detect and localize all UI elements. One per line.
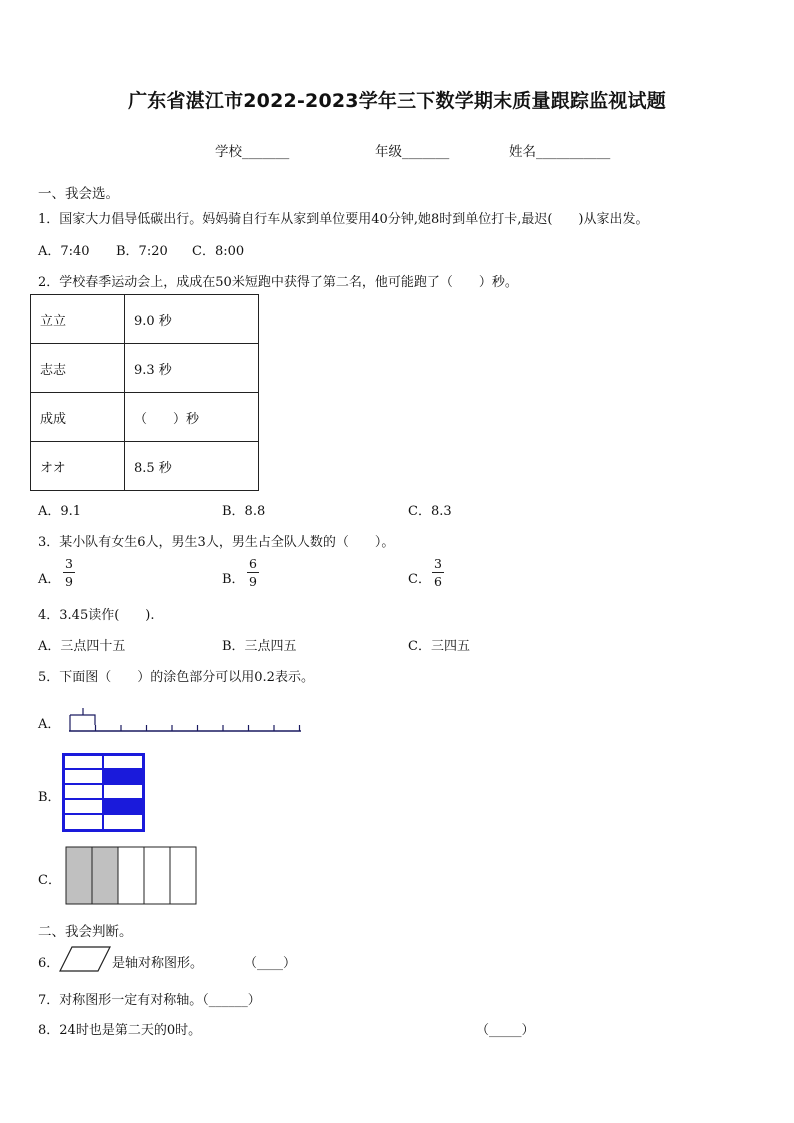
fraction-c [432,557,444,588]
q3-option-b: B． [222,572,245,587]
q5-option-c: C． [38,873,61,888]
question-6: 是轴对称图形。 [112,956,204,971]
q3-option-a: A． [38,572,61,587]
q8-answer-blank[interactable]: （_____） [476,1023,535,1038]
denominator: 9 [249,574,257,589]
results-table [30,294,259,491]
table-row [31,295,259,344]
question-1: 1．国家大力倡导低碳出行。妈妈骑自行车从家到单位要用40分钟,她8时到单位打卡,最迟( )从家出发。 [38,212,649,227]
table-cell: 志志 [31,344,125,393]
table-cell: 8.5 秒 [125,442,259,491]
fraction-a [63,557,75,588]
question-5: 5．下面图（ ）的涂色部分可以用0.2表示。 [38,670,314,685]
table-cell: 立立 [31,295,125,344]
question-8: 8．24时也是第二天的0时。 [38,1023,202,1038]
table-cell: 9.3 秒 [125,344,259,393]
grade-field: 年级_______ [375,144,450,160]
q2-option-b: B．8.8 [222,504,266,519]
question-6-number: 6． [38,956,60,971]
table-row [31,393,259,442]
q5-option-b: B． [38,790,61,805]
table-cell: 9.0 秒 [125,295,259,344]
strip-figure [65,846,199,906]
question-3: 3．某小队有女生6人，男生3人，男生占全队人数的（ ）。 [38,535,395,550]
grid-figure [62,753,146,833]
school-field: 学校_______ [215,144,290,160]
table-cell: （ ）秒 [125,393,259,442]
q2-option-a: A．9.1 [38,504,82,519]
fraction-b [247,557,259,588]
table-row [31,344,259,393]
denominator: 6 [434,574,442,589]
numerator: 6 [249,556,257,571]
number-line-figure [65,703,305,735]
table-cell: 成成 [31,393,125,442]
numerator: 3 [434,556,442,571]
page-title: 广东省湛江市2022-2023学年三下数学期末质量跟踪监视试题 [128,90,666,112]
table-cell: オオ [31,442,125,491]
section-1-heading: 一、我会选。 [38,186,119,202]
name-field: 姓名___________ [509,144,611,160]
table-row [31,442,259,491]
q4-option-c: C．三四五 [408,639,470,654]
q1-option-b: B．7:20 [116,244,168,259]
q3-option-c: C． [408,572,431,587]
q1-option-a: A．7:40 [38,244,90,259]
question-7: 7．对称图形一定有对称轴。（______） [38,993,261,1008]
parallelogram-icon [58,945,112,973]
q6-answer-blank[interactable]: （____） [244,956,297,971]
question-4: 4．3.45读作( ). [38,608,155,623]
q2-option-c: C．8.3 [408,504,452,519]
q4-option-b: B．三点四五 [222,639,297,654]
numerator: 3 [65,556,73,571]
question-2: 2．学校春季运动会上，成成在50米短跑中获得了第二名，他可能跑了（ ）秒。 [38,275,518,290]
q4-option-a: A．三点四十五 [38,639,126,654]
denominator: 9 [65,574,73,589]
q5-option-a: A． [38,717,61,732]
q1-option-c: C．8:00 [192,244,245,259]
section-2-heading: 二、我会判断。 [38,924,133,940]
